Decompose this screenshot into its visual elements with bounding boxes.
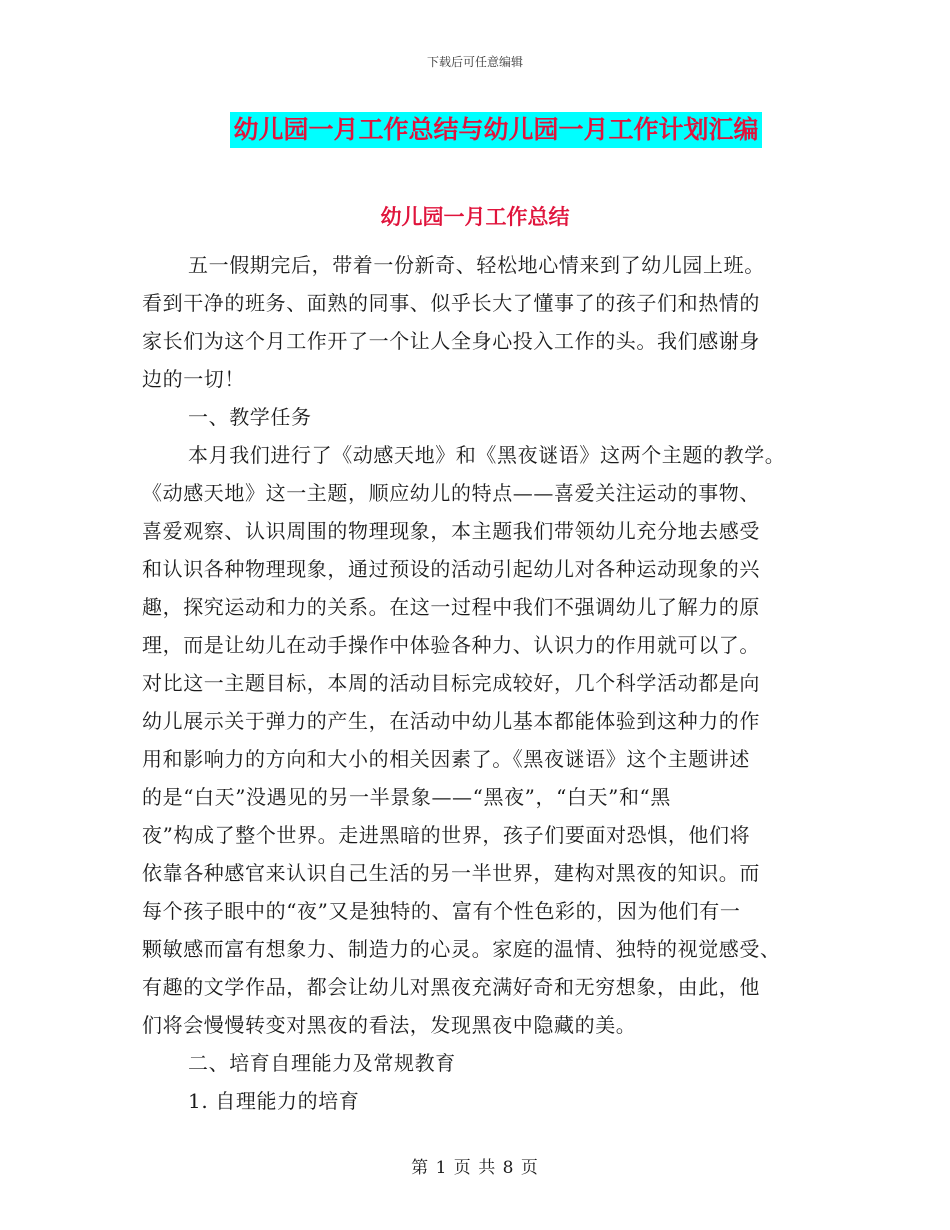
text-line: 夜”构成了整个世界。走进黑暗的世界，孩子们要面对恐惧，他们将 <box>142 823 751 847</box>
text-line: 本月我们进行了《动感天地》和《黑夜谜语》这两个主题的教学。 <box>188 443 786 467</box>
text-line: 喜爱观察、认识周围的物理现象，本主题我们带领幼儿充分地去感受 <box>142 519 760 543</box>
text-line: 的是“白天”没遇见的另一半景象——“黑夜”，“白天”和“黑 <box>142 785 671 809</box>
text-line: 看到干净的班务、面熟的同事、似乎长大了懂事了的孩子们和热情的 <box>142 291 760 315</box>
text-line: 边的一切！ <box>142 367 245 391</box>
text-line: 依靠各种感官来认识自己生活的另一半世界，建构对黑夜的知识。而 <box>142 861 760 885</box>
text-line: 每个孩子眼中的“夜”又是独特的、富有个性色彩的，因为他们有一 <box>142 899 741 923</box>
text-line: 理，而是让幼儿在动手操作中体验各种力、认识力的作用就可以了。 <box>142 633 760 657</box>
body-text <box>142 246 814 1120</box>
text-line: 《动感天地》这一主题，顺应幼儿的特点——喜爱关注运动的事物、 <box>142 481 760 505</box>
subheading-self-care-ability: 1. 自理能力的培育 <box>188 1089 360 1113</box>
text-line: 幼儿展示关于弹力的产生，在活动中幼儿基本都能体验到这种力的作 <box>142 709 760 733</box>
text-line: 趣，探究运动和力的关系。在这一过程中我们不强调幼儿了解力的原 <box>142 595 760 619</box>
document-title-wrap <box>0 112 950 148</box>
text-line: 有趣的文学作品，都会让幼儿对黑夜充满好奇和无穷想象，由此，他 <box>142 975 760 999</box>
text-line: 五一假期完后，带着一份新奇、轻松地心情来到了幼儿园上班。 <box>188 253 765 277</box>
section-title: 幼儿园一月工作总结 <box>380 204 570 229</box>
text-line: 和认识各种物理现象，通过预设的活动引起幼儿对各种运动现象的兴 <box>142 557 760 581</box>
text-line: 颗敏感而富有想象力、制造力的心灵。家庭的温情、独特的视觉感受、 <box>142 937 781 961</box>
text-line: 对比这一主题目标，本周的活动目标完成较好，几个科学活动都是向 <box>142 671 760 695</box>
heading-teaching-tasks: 一、教学任务 <box>188 405 312 429</box>
header-note: 下载后可任意编辑 <box>426 55 523 69</box>
text-line: 用和影响力的方向和大小的相关因素了。《黑夜谜语》这个主题讲述 <box>142 747 750 771</box>
text-line: 们将会慢慢转变对黑夜的看法，发现黑夜中隐藏的美。 <box>142 1013 637 1037</box>
heading-self-care: 二、培育自理能力及常规教育 <box>188 1051 456 1075</box>
page-footer: 第 1 页 共 8 页 <box>411 1158 539 1178</box>
document-title: 幼儿园一月工作总结与幼儿园一月工作计划汇编 <box>230 112 761 148</box>
text-line: 家长们为这个月工作开了一个让人全身心投入工作的头。我们感谢身 <box>142 329 760 353</box>
